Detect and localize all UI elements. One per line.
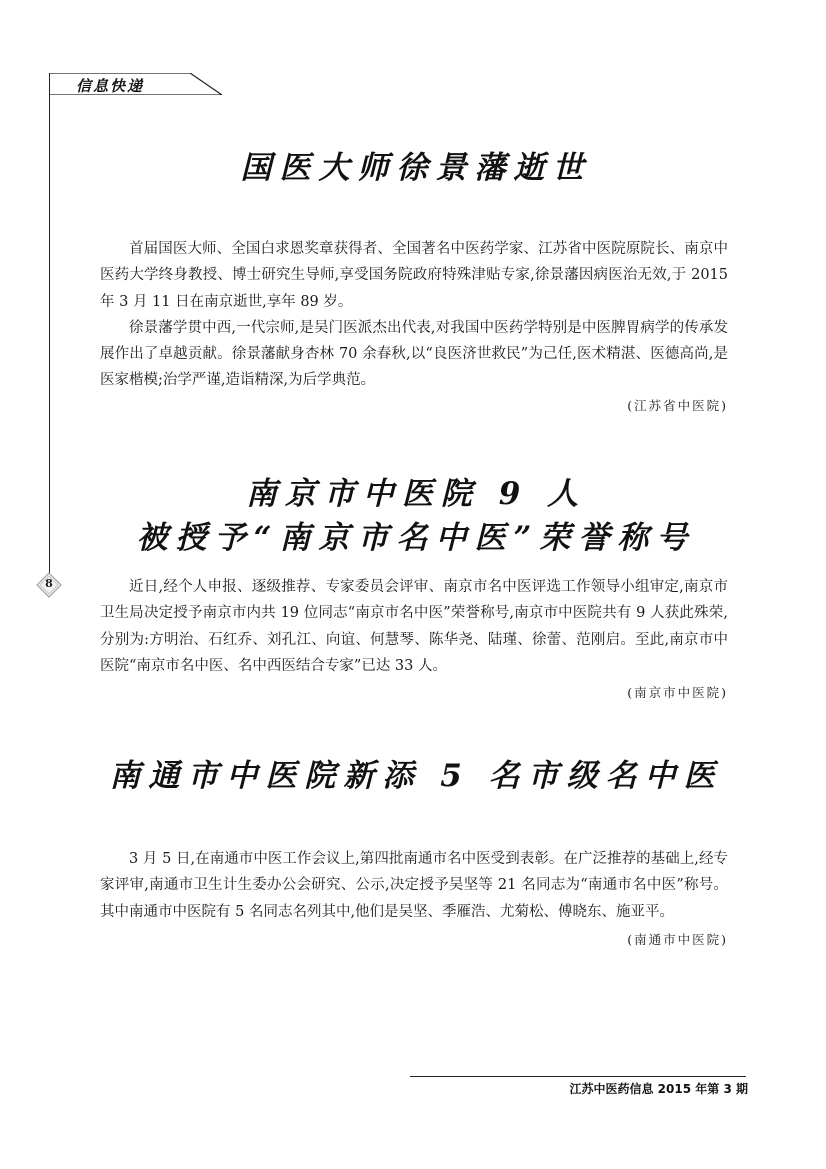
journal-issue: 3 xyxy=(723,1082,732,1096)
paragraph: 徐景藩学贯中西,一代宗师,是吴门医派杰出代表,对我国中医药学特别是中医脾胃病学的传承发展作出了卓越贡献。徐景藩献身杏林 70 余春秋,以“良医济世救民”为己任,医术精湛、医德高尚,是医家楷模;治学严谨,造诣精深,为后学典范。 xyxy=(100,319,728,389)
article-title-1 xyxy=(86,146,746,190)
paragraph: 近日,经个人申报、逐级推荐、专家委员会评审、南京市名中医评选工作领导小组审定,南京市卫生局决定授予南京市内共 19 位同志“南京市名中医”荣誉称号,南京市中医院共有 9 人获此殊荣,分别为:方明治、石红乔、刘孔江、向谊、何慧琴、陈华尧、陆瑾、徐蕾、范刚启。至此,南京市中医院“南京市名中医、名中西医结合专家”已达 33 人。 xyxy=(100,579,728,674)
section-label: 信息快递 xyxy=(76,77,145,95)
journal-year-suffix: 年第 xyxy=(695,1082,720,1096)
article-source-3: (南通市中医院) xyxy=(627,932,728,947)
journal-name: 江苏中医药信息 xyxy=(569,1082,654,1096)
article-body-3 xyxy=(100,846,728,925)
paragraph: 首届国医大师、全国白求恩奖章获得者、全国著名中医药学家、江苏省中医院原院长、南京中医药大学终身教授、博士研究生导师,享受国务院政府特殊津贴专家,徐景藩因病医治无效,于 2015 年 3 月 11 日在南京逝世,享年 89 岁。 xyxy=(100,241,728,310)
article-title-line: 南京市中医院 9 人 xyxy=(245,476,587,512)
article-source-2: (南京市中医院) xyxy=(627,685,728,700)
article-body-1 xyxy=(100,236,728,394)
page-number: 8 xyxy=(45,577,53,590)
footer-rule xyxy=(410,1076,746,1077)
journal-issue-suffix: 期 xyxy=(735,1082,748,1096)
article-title-line: 国医大师徐景藩逝世 xyxy=(240,150,592,186)
journal-year: 2015 xyxy=(657,1082,692,1096)
article-title-line: 被授予“南京市名中医”荣誉称号 xyxy=(136,520,696,556)
section-tab xyxy=(50,73,222,95)
article-body-2 xyxy=(100,574,728,679)
paragraph: 3 月 5 日,在南通市中医工作会议上,第四批南通市名中医受到表彰。在广泛推荐的基础上,经专家评审,南通市卫生计生委办公会研究、公示,决定授予吴坚等 21 名同志为“南通市名中医”称号。其中南通市中医院有 5 名同志名列其中,他们是吴坚、季雁浩、尤菊松、傅晓东、施亚平。 xyxy=(100,851,728,920)
journal-footer xyxy=(569,1080,748,1097)
article-source-1: (江苏省中医院) xyxy=(627,398,728,413)
margin-rule xyxy=(49,73,50,573)
article-title-3 xyxy=(86,754,746,798)
article-title-2 xyxy=(86,472,746,560)
article-title-line: 南通市中医院新添 5 名市级名中医 xyxy=(109,758,723,794)
